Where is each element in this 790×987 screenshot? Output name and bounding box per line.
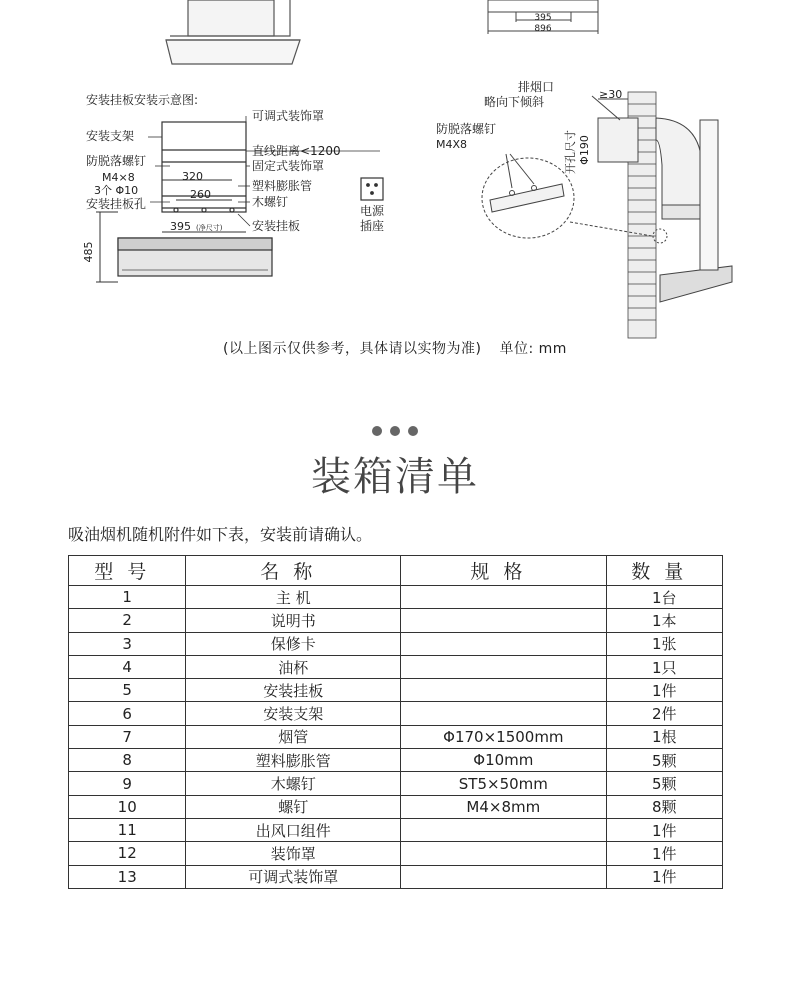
cell-name: 螺钉 [186,795,401,818]
table-row [69,865,723,888]
table-row [69,818,723,841]
cell-model: 10 [69,795,186,818]
table-row [69,609,723,632]
label-adjustable-cover: 可调式装饰罩 [252,109,325,123]
dim-485-lines [96,212,118,282]
section-dots [0,421,790,440]
dim-896-top: 896 [534,24,552,34]
cell-quantity: 1根 [606,725,722,748]
cell-quantity: 1件 [606,842,722,865]
cell-spec [401,865,606,888]
header-model: 型号 [69,556,186,586]
cell-model: 8 [69,749,186,772]
header-quantity: 数量 [606,556,722,586]
label-wood-screw: 木螺钉 [252,195,289,209]
section-title: 装箱清单 [311,454,479,500]
cell-spec [401,702,606,725]
cell-spec: Φ170×1500mm [401,725,606,748]
table-row [69,725,723,748]
table-row [69,772,723,795]
table-row [69,795,723,818]
label-power-2: 插座 [359,219,385,233]
note-unit: 单位: mm [499,341,567,357]
cell-quantity: 1张 [606,632,722,655]
label-exhaust-1: 排烟口 [518,80,555,94]
table-row [69,632,723,655]
cell-quantity: 1本 [606,609,722,632]
reference-note [0,338,790,358]
cell-model: 13 [69,865,186,888]
label-holes: 3个 Φ10 [94,184,139,197]
label-hole-size-2: Φ190 [578,135,591,165]
note-text: (以上图示仅供参考，具体请以实物为准) [223,341,482,357]
label-screw-spec-right: M4X8 [436,138,468,151]
label-anti-drop-screw-right: 防脱落螺钉 [436,122,497,136]
dim-net-note: (净尺寸) [196,224,223,232]
label-ge30: ≥30 [599,88,623,101]
installation-diagram [0,0,790,380]
label-anti-drop-screw: 防脱落螺钉 [86,154,147,168]
cell-spec [401,679,606,702]
packing-list-table [68,555,723,889]
table-row [69,842,723,865]
cell-quantity: 5颗 [606,772,722,795]
cell-model: 6 [69,702,186,725]
dim-320: 320 [182,170,203,183]
label-screw-spec: M4×8 [102,171,135,184]
cell-name: 烟管 [186,725,401,748]
dot [390,426,400,436]
cell-spec [401,632,606,655]
cell-model: 2 [69,609,186,632]
exhaust-duct [598,118,732,302]
table-row [69,679,723,702]
label-plastic-tube: 塑料膨胀管 [252,179,313,193]
cell-spec [401,818,606,841]
cell-spec [401,842,606,865]
cell-name: 油杯 [186,655,401,678]
dim-485: 485 [82,241,95,263]
cell-name: 木螺钉 [186,772,401,795]
intro-text: 吸油烟机随机附件如下表，安装前请确认。 [68,525,373,544]
cell-quantity: 8颗 [606,795,722,818]
cell-model: 7 [69,725,186,748]
table-row [69,702,723,725]
cell-spec [401,609,606,632]
cell-quantity: 1台 [606,586,722,609]
label-bracket: 安装支架 [86,129,135,143]
cell-quantity: 1件 [606,679,722,702]
cell-spec [401,586,606,609]
cell-quantity: 1件 [606,865,722,888]
dim-260: 260 [190,188,211,201]
cell-spec: ST5×50mm [401,772,606,795]
header-spec: 规格 [401,556,606,586]
hood-body [118,238,272,276]
cell-name: 保修卡 [186,632,401,655]
cell-name: 说明书 [186,609,401,632]
table-header-row [69,556,723,586]
cell-model: 11 [69,818,186,841]
power-outlet-icon [361,178,383,200]
label-hole-size-1: 开孔尺寸 [564,130,577,174]
cell-spec [401,655,606,678]
table-row [69,586,723,609]
label-power-1: 电源 [359,204,385,218]
cell-name: 主 机 [186,586,401,609]
cell-quantity: 1只 [606,655,722,678]
dim-395-top: 395 [534,13,552,23]
cell-name: 装饰罩 [186,842,401,865]
cell-quantity: 5颗 [606,749,722,772]
cell-model: 1 [69,586,186,609]
cell-model: 3 [69,632,186,655]
label-mount-plate: 安装挂板 [252,219,301,233]
cell-name: 安装挂板 [186,679,401,702]
table-row [69,749,723,772]
cell-name: 可调式装饰罩 [186,865,401,888]
header-name: 名称 [186,556,401,586]
label-mount-holes: 安装挂板孔 [86,197,147,211]
cell-model: 9 [69,772,186,795]
cell-name: 安装支架 [186,702,401,725]
label-fixed-cover: 固定式装饰罩 [252,159,325,173]
label-exhaust-2: 略向下倾斜 [484,95,545,109]
left-diagram-title: 安装挂板安装示意图: [86,93,199,107]
dot [372,426,382,436]
cell-model: 12 [69,842,186,865]
label-distance: 直线距离<1200 [252,144,341,158]
cell-spec: Φ10mm [401,749,606,772]
cell-quantity: 2件 [606,702,722,725]
cell-model: 5 [69,679,186,702]
cell-model: 4 [69,655,186,678]
cell-name: 塑料膨胀管 [186,749,401,772]
top-hood-sketch [166,0,300,64]
dot [408,426,418,436]
cell-name: 出风口组件 [186,818,401,841]
cell-spec: M4×8mm [401,795,606,818]
dim-395: 395 [170,220,191,233]
table-row [69,655,723,678]
cell-quantity: 1件 [606,818,722,841]
